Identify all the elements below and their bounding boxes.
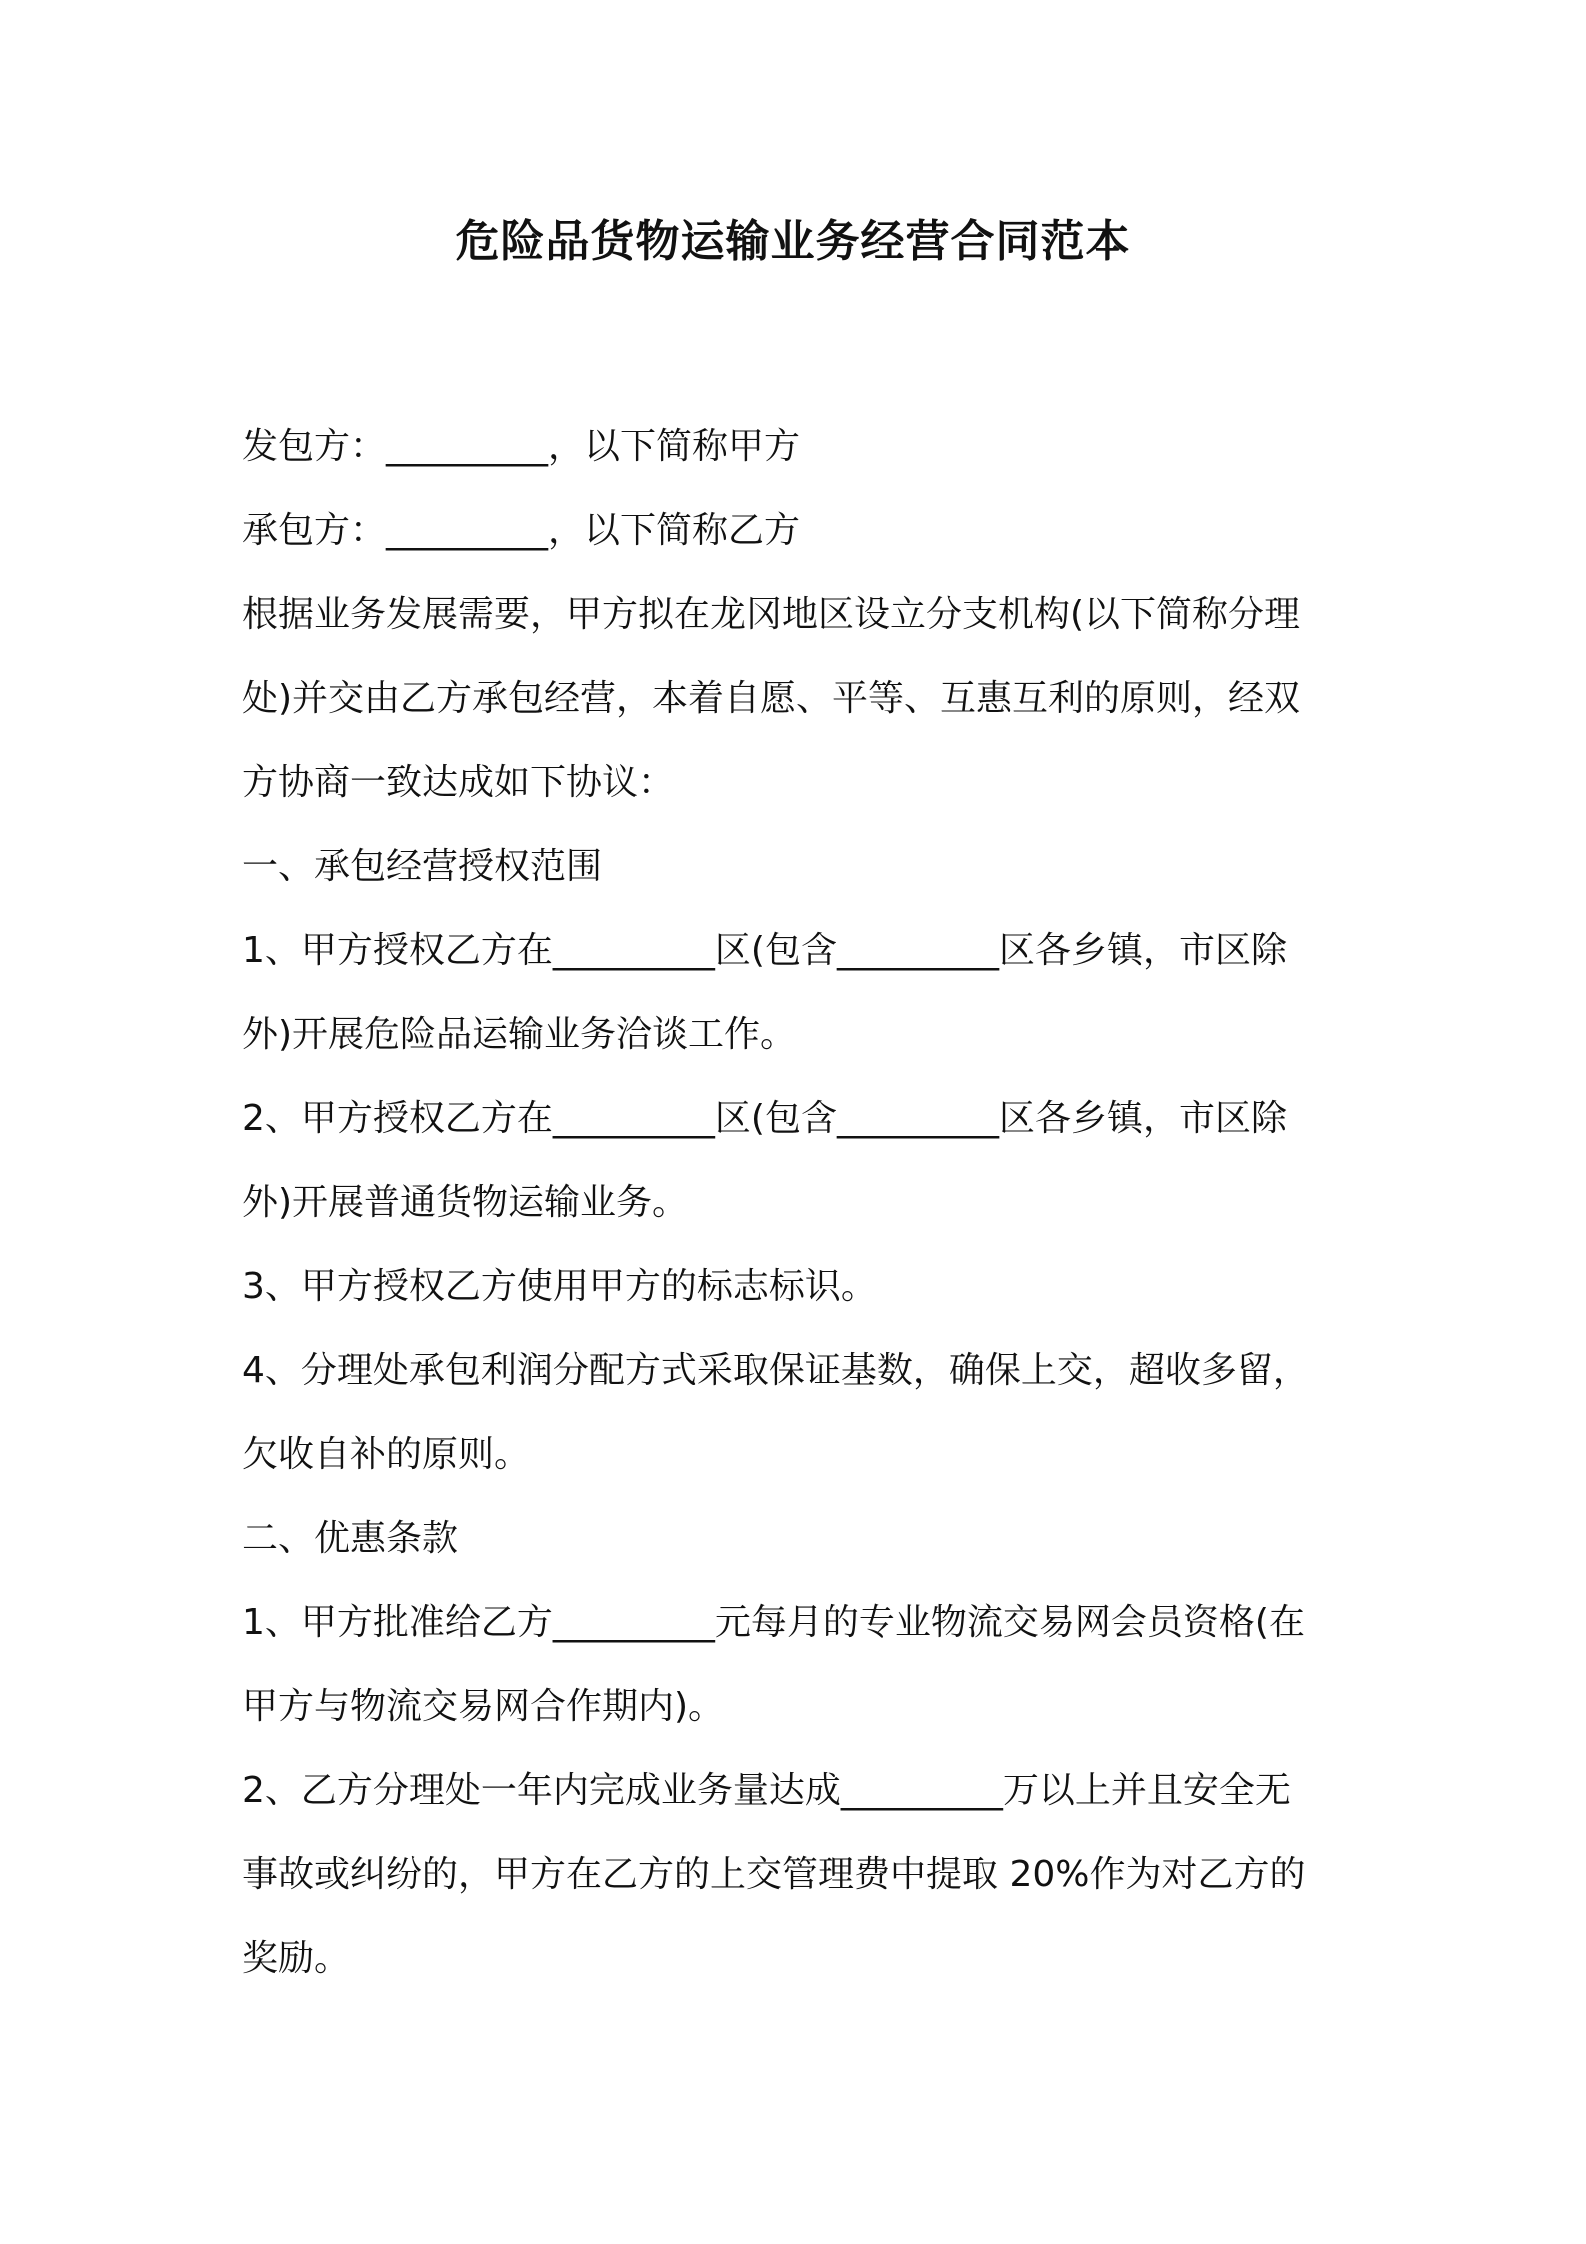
section-heading: 二、优惠条款 — [242, 1518, 459, 1559]
clause-line: 外)开展危险品运输业务洽谈工作。 — [242, 1014, 797, 1055]
clause-line: 奖励。 — [242, 1938, 351, 1979]
document-body — [242, 405, 1354, 2001]
preamble-line: 根据业务发展需要，甲方拟在龙冈地区设立分支机构(以下简称分理 — [242, 594, 1301, 635]
document-title: 危险品货物运输业务经营合同范本 — [455, 216, 1131, 267]
clause-line: 4、分理处承包利润分配方式采取保证基数，确保上交，超收多留， — [242, 1350, 1309, 1391]
clause-line: 1、甲方批准给乙方_________元每月的专业物流交易网会员资格(在 — [242, 1602, 1305, 1643]
section-heading: 一、承包经营授权范围 — [242, 846, 603, 887]
clause-line: 2、乙方分理处一年内完成业务量达成_________万以上并且安全无 — [242, 1770, 1291, 1811]
clause-line: 事故或纠纷的，甲方在乙方的上交管理费中提取 20%作为对乙方的 — [242, 1854, 1306, 1895]
party-b-line: 承包方：_________，以下简称乙方 — [242, 510, 801, 551]
clause-line: 2、甲方授权乙方在_________区(包含_________区各乡镇，市区除 — [242, 1098, 1287, 1139]
preamble-line: 方协商一致达成如下协议： — [242, 762, 675, 803]
clause-line: 1、甲方授权乙方在_________区(包含_________区各乡镇，市区除 — [242, 930, 1287, 971]
preamble-line: 处)并交由乙方承包经营，本着自愿、平等、互惠互利的原则，经双 — [242, 678, 1301, 719]
clause-line: 外)开展普通货物运输业务。 — [242, 1182, 689, 1223]
clause-line: 欠收自补的原则。 — [242, 1434, 531, 1475]
party-a-line: 发包方：_________，以下简称甲方 — [242, 426, 801, 467]
clause-line: 3、甲方授权乙方使用甲方的标志标识。 — [242, 1266, 877, 1307]
clause-line: 甲方与物流交易网合作期内)。 — [242, 1686, 725, 1727]
